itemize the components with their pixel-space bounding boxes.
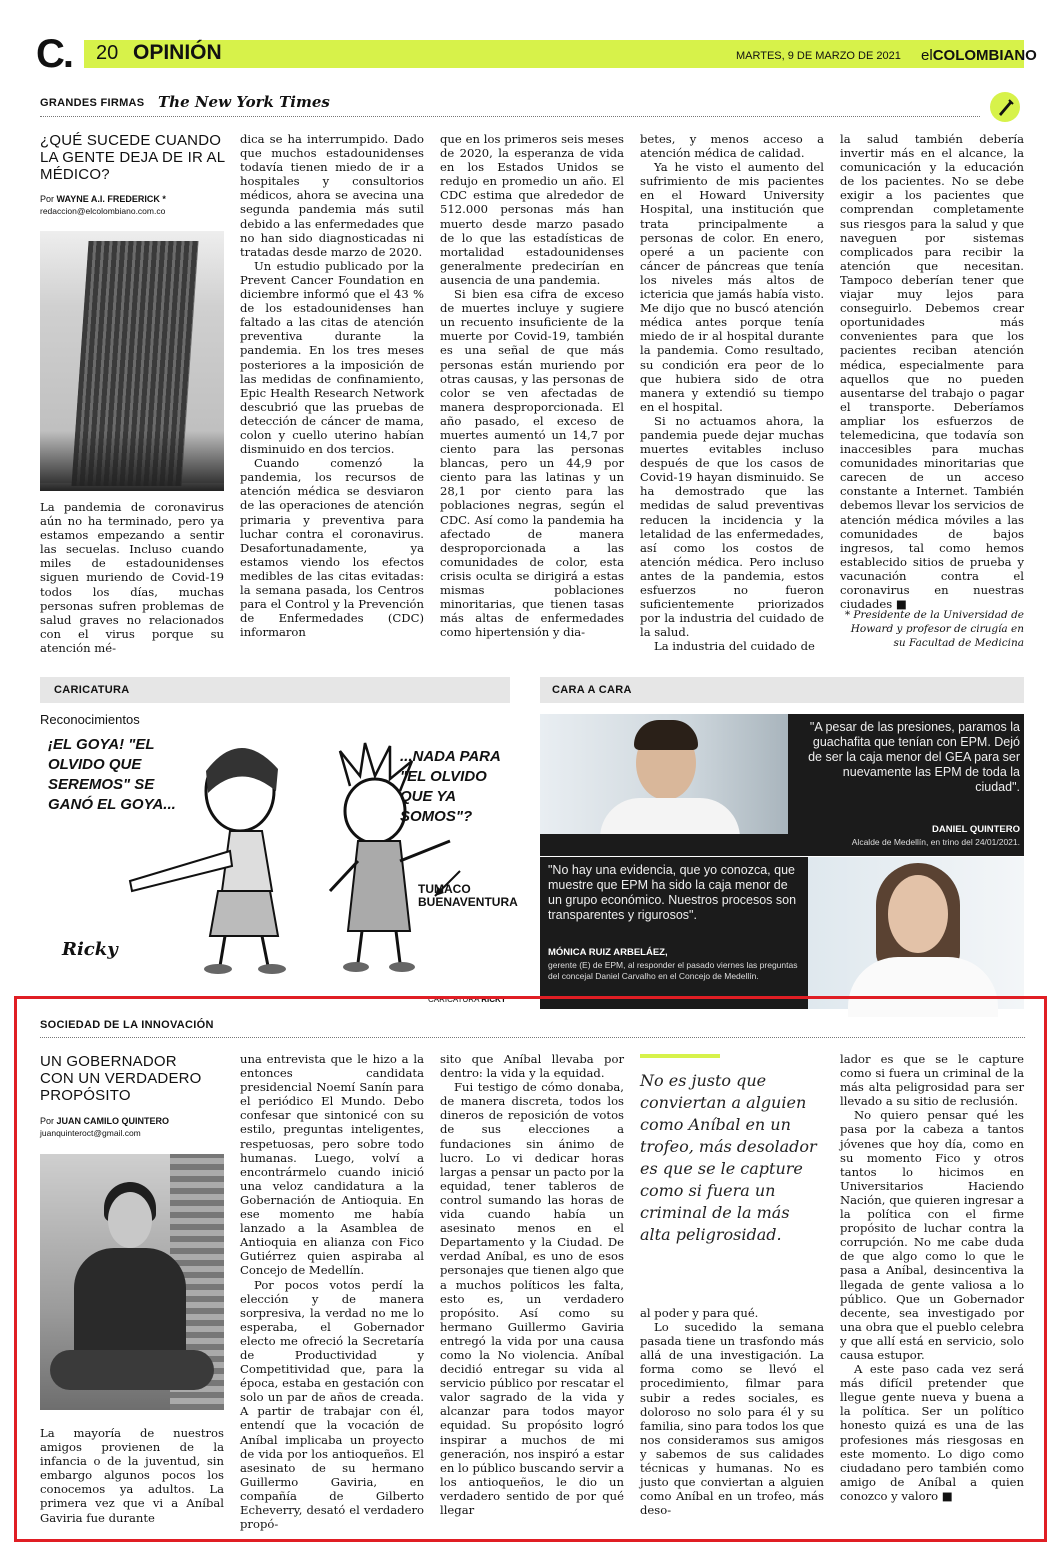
brand-name — [921, 47, 1037, 64]
portrait-hair — [634, 720, 698, 750]
paragraph: Si bien esa cifra de exceso de muertes incluye y sugiere un recuento insuficiente de la muerte por Covid-19, también es una señal de que más personas están muriendo por otras causas, y las personas de color se ven afectadas de manera desproporcionada. El año pasado, el exceso de muertes aumentó un 14,7 por ciento para las personas blancas, pero un 44,9 por ciento para las latinas y un 28,1 por ciento para las poblaciones negras, según el CDC. Así como la pandemia ha afectado de manera desproporcionada a las comunidades de color, esta crisis oculta se dirigirá a estas mismas poblaciones minoritarias, que tienen tasas más altas de enfermedades como hipertensión y dia- — [440, 287, 624, 640]
header-date: MARTES, 9 DE MARZO DE 2021 — [736, 50, 901, 62]
pullquote: No es justo que conviertan a alguien como Aníbal en un trofeo, más desolador es que se le capture como si fuera un criminal de la más alta peligrosidad. — [640, 1071, 817, 1244]
figure-label: TUMACO BUENAVENTURA — [418, 882, 518, 909]
speaker-2-name: MÓNICA RUIZ ARBELÁEZ, — [548, 947, 668, 958]
section-title: OPINIÓN — [133, 41, 222, 64]
paragraph: Por pocos votos perdí la elección y de manera sorpresiva, la verdad no me lo esperaba, el Gobernador electo me ofreció la Secretaría de Productividad y Competitividad que, para la época, estaba en gestación con solo un par de años de creada. A partir de trabajar con él, entendí que la vocación de Aníbal implicaba un proyecto de vida por los antioqueños. El asesinato de su hermano Guillermo Gaviria, en compañía de Gilberto Echeverry, desató el verdadero propó- — [240, 1277, 424, 1532]
innovacion-col2 — [240, 1052, 424, 1536]
building-shadow — [40, 431, 224, 491]
nyt-col1 — [40, 500, 224, 655]
author-photo — [40, 1154, 224, 1410]
section-label: SOCIEDAD DE LA INNOVACIÓN — [40, 1019, 214, 1031]
author-name: JUAN CAMILO QUINTERO — [56, 1116, 170, 1126]
daniel-quintero-photo — [540, 714, 790, 834]
innovacion-col5 — [840, 1052, 1024, 1536]
paragraph: No quiero pensar qué les pasa por la cabeza a tantos jóvenes que hoy día, como en su momento Fico y otros tantos lo hicimos en Universitarios Haciendo Nación, que quieren ingresar a la política con el firme propósito de luchar contra la corrupción. No me cabe duda de que algo como lo que le pasa a Aníbal, desincentiva la llegada de gente valiosa a lo público. Que un Gobernador decente, sea investigado por una obra que el pueblo celebra y que allí está en servicio, solo causa estupor. — [840, 1108, 1024, 1362]
section-divider — [40, 1037, 1025, 1038]
paragraph: Si no actuamos ahora, la pandemia puede dejar muchas muertes evitables incluso después de que los casos de Covid-19 hayan disminuido. Se ha demostrado que las medidas de salud preventivas reducen la incidencia y la letalidad de las enfermedades, así como los costos de atención médica. Pero incluso antes de la pandemia, estos esfuerzos no fueron suficientemente priorizados por la industria del cuidado de la salud. — [640, 413, 824, 640]
paragraph: una entrevista que le hizo a la entonces candidata presidencial Noemí Sanín para el periódico El Mundo. Debo confesar que sintonicé con su estilo, preguntas inteligentes, respetuosas, pero sobre todo humanas. Luego, volví a encontrármelo cuando inició una veloz candidatura a la Gobernación de Antioquia. En ese momento me había lanzado a la Asamblea de Antioquia en alianza con Fico Gutiérrez quien aspiraba al Concejo de Medellín. — [240, 1052, 424, 1278]
paragraph: Ya he visto el aumento del sufrimiento de mis pacientes en el Howard University Hospital, una institución que trata principalmente a personas de color. En enero, operé a un paciente con cáncer de páncreas que tenía los niveles más altos de ictericia que jamás había visto. Me dijo que no buscó atención médica antes porque tenía miedo de ir al hospital durante la pandemia. Como resultado, su condición era peor de lo que hubiera sido de otra manera y extendió su tiempo en el hospital. — [640, 160, 824, 414]
cartoon-title: Reconocimientos — [40, 712, 140, 727]
author-email: juanquinteroct@gmail.com — [40, 1128, 141, 1138]
innovacion-section — [40, 1016, 1025, 1536]
byline — [40, 1116, 230, 1127]
author-name: WAYNE A.I. FREDERICK * — [56, 194, 166, 204]
nyt-col4 — [640, 132, 824, 652]
credit-name: RICKY — [481, 995, 507, 1004]
innovacion-col3 — [440, 1052, 624, 1536]
paragraph: sito que Aníbal llevaba por dentro: la vida y la equidad. — [440, 1052, 624, 1081]
quote-1: "A pesar de las presiones, paramos la guachafita que tenían con EPM. Dejó de ser la caja menor del GEA para ser nuevamente las EPM de toda la ciudad". — [808, 720, 1020, 794]
paragraph: Fui testigo de cómo donaba, de manera discreta, todos los dineros de reposición de votos de sus elecciones a fundaciones sin ánimo de lucro. Lo vi dedicar horas largas a pensar un pacto por la equidad, tener tableros de control sumando las horas de vida cuando había un asesinato menos en el Departamento y la Ciudad. De verdad Aníbal, es uno de esos personajes que tienen algo que a muchos políticos les falta, esto es, un verdadero propósito. Así como su hermano Guillermo Gaviria entregó la vida por una causa como la No violencia. Aníbal decidió entregar su vida al servicio público por rescatar el valor sagrado de la vida y alcanzar para todos mayor equidad. Su propósito logró inspirar a muchos de mi generación, nos inspiró a estar en lo público buscando servir a los antioqueños, le dio un verdadero sentido de por qué llegar — [440, 1080, 624, 1517]
innovacion-col4 — [640, 1306, 824, 1536]
section-divider — [40, 116, 980, 117]
lead-paragraph: La mayoría de nuestros amigos provienen de la infancia o de la juventud, sin embargo algunos pocos los conocemos ya adultos. La primera vez que vi a Aníbal Gaviria fue durante — [40, 1426, 224, 1525]
nyt-col2 — [240, 132, 424, 652]
byline — [40, 194, 230, 205]
pullquote-accent — [640, 1054, 720, 1058]
nyt-col5 — [840, 132, 1024, 612]
section-kicker: GRANDES FIRMAS — [40, 97, 145, 109]
caricatura-section — [40, 677, 525, 1007]
paragraph: Cuando comenzó la pandemia, los recursos de atención médica se desviaron de las operaciones de atención primaria y preventiva para luchar contra el coronavirus. Desafortunadamente, ya estamos viendo los efectos medibles de las citas evitadas: la semana pasada, los Centros para el Control y la Prevención de Enfermedades (CDC) informaron — [240, 456, 424, 640]
logo-letter: C. — [36, 32, 72, 76]
article-headline: ¿QUÉ SUCEDE CUANDO LA GENTE DEJA DE IR AL MÉDICO? — [40, 132, 225, 183]
paragraph: Lo sucedido la semana pasada tiene un trasfondo más allá de una investigación. La forma como se llevó el procedimiento, filmar para subir a redes sociales, es doloroso no solo para él y su familia, sino para todos los que nos consideramos sus amigos y sabemos de sus calidades técnicas y humanas. No es justo que conviertan a alguien como Aníbal en un trofeo, más deso- — [640, 1320, 824, 1518]
paragraph: que en los primeros seis meses de 2020, la esperanza de vida en los Estados Unidos se redujo en promedio un año. El CDC estima que alrededor de 512.000 personas más han muerto desde marzo pasado de lo que las estadísticas de mortalidad estadounidenses generalmente predecirían en ausencia de una pandemia. — [440, 132, 624, 287]
speech-bubble-right: ...NADA PARA "EL OLVIDO QUE YA SOMOS"? — [400, 748, 501, 825]
pen-icon — [990, 92, 1020, 122]
portrait-head — [888, 875, 948, 953]
author-email: redaccion@elcolombiano.com.co — [40, 206, 166, 216]
cartoonist-signature: Ricky — [62, 939, 118, 960]
paragraph: la salud también debería invertir más en el alcance, la comunicación y la educación de los pacientes. No se debe exigir a los pacientes que comprendan completamente sus riesgos para la salud y que naveguen por sistemas complicados para recibir la atención que necesitan. Tampoco deberían tener que viajar muy lejos para conseguirlo. Debemos crear oportunidades más convenientes para que los pacientes reciban atención médica, especialmente para aquellos que no pueden ausentarse del trabajo o pagar el transporte. Deberíamos ampliar los esfuerzos de telemedicina, que todavía son inaccesibles para muchas comunidades minoritarias que carecen de un acceso constante a Internet. También debemos llevar los servicios de atención médica móviles a las comunidades de bajos ingresos, tal como hemos establecido sitios de prueba y vacunación contra el coronavirus en nuestras ciudades ■ — [840, 132, 1024, 612]
left-strip-1 — [540, 834, 790, 856]
nyt-building-photo — [40, 231, 224, 483]
quote-2: "No hay una evidencia, que yo conozca, que muestre que EPM ha sido la caja menor de un grupo económico. Nuestros procesos son transparentes y rigurosos". — [548, 863, 797, 922]
innovacion-col1 — [40, 1426, 224, 1534]
author-footnote: * Presidente de la Universidad de Howard y profesor de cirugía en su Facultad de Medicina — [844, 609, 1024, 649]
paragraph: A este paso cada vez será más difícil pretender que llegue gente nueva y buena a la política. Ser un político honesto quizá es una de las profesiones más riesgosas en este momento. Lo digo como ciudadano pero también como amigo de Aníbal a quien conozco y valoro ■ — [840, 1362, 1024, 1503]
paragraph: La industria del cuidado de — [654, 639, 815, 654]
portrait-head — [108, 1192, 152, 1248]
paragraph: betes, y menos acceso a atención médica de calidad. — [640, 132, 824, 161]
paragraph: lador es que se le capture como si fuera un criminal de la más alta peligrosidad para ser llevado a su sitio de reclusión. — [840, 1052, 1024, 1109]
nyt-col3 — [440, 132, 624, 652]
section-label: CARA A CARA — [540, 677, 1024, 703]
credit-prefix: CARICATURA — [428, 995, 479, 1004]
portrait-legs — [50, 1350, 214, 1390]
byline-prefix: Por — [40, 194, 55, 204]
paragraph: Un estudio publicado por la Prevent Cancer Foundation en diciembre informó que el 43 % de los estadounidenses han faltado a las citas de atención preventiva durante la pandemia. En los tres meses posteriores a la imposición de las medidas de confinamiento, Epic Health Research Network descubrió que las pruebas de detección de cáncer de mama, colon y cuello uterino habían disminuido en dos tercios. — [240, 258, 424, 457]
paragraph: al poder y para qué. — [640, 1306, 759, 1320]
section-label: CARICATURA — [40, 677, 510, 703]
brand-prefix: el — [921, 47, 933, 64]
article-headline: UN GOBERNADOR CON UN VERDADERO PROPÓSITO — [40, 1053, 202, 1104]
partner-logo: The New York Times — [158, 93, 330, 111]
byline-prefix: Por — [40, 1116, 55, 1126]
lead-paragraph: La pandemia de coronavirus aún no ha terminado, pero ya estamos empezando a sentir las secuelas. Incluso cuando miles de estadounidenses siguen muriendo de Covid-19 todos los días, muchas personas sufren problemas de salud graves no relacionados con el virus porque su atención mé- — [40, 500, 224, 655]
speaker-1-name: DANIEL QUINTERO — [932, 824, 1020, 835]
monica-ruiz-photo — [808, 857, 1024, 1009]
brand-main: COLOMBIANO — [932, 47, 1037, 64]
page-number: 20 — [96, 42, 119, 64]
cara-a-cara-section — [540, 677, 1025, 1007]
speaker-2-role: gerente (E) de EPM, al responder el pasado viernes las preguntas del concejal Daniel Carvalho en el Concejo de Medellín. — [548, 960, 798, 981]
speech-bubble-left: ¡EL GOYA! "EL OLVIDO QUE SEREMOS" SE GANÓ EL GOYA... — [48, 736, 176, 813]
page-header — [36, 32, 1037, 76]
speaker-1-role: Alcalde de Medellín, en trino del 24/01/2021. — [851, 837, 1020, 847]
nyt-section — [40, 94, 1025, 664]
paragraph: dica se ha interrumpido. Dado que muchos estadounidenses todavía tienen miedo de ir a hospitales y consultorios médicos, ahora se avecina una segunda pandemia más sutil debido a las enfermedades que no han sido diagnosticadas ni tratadas desde marzo de 2020. — [240, 132, 424, 259]
